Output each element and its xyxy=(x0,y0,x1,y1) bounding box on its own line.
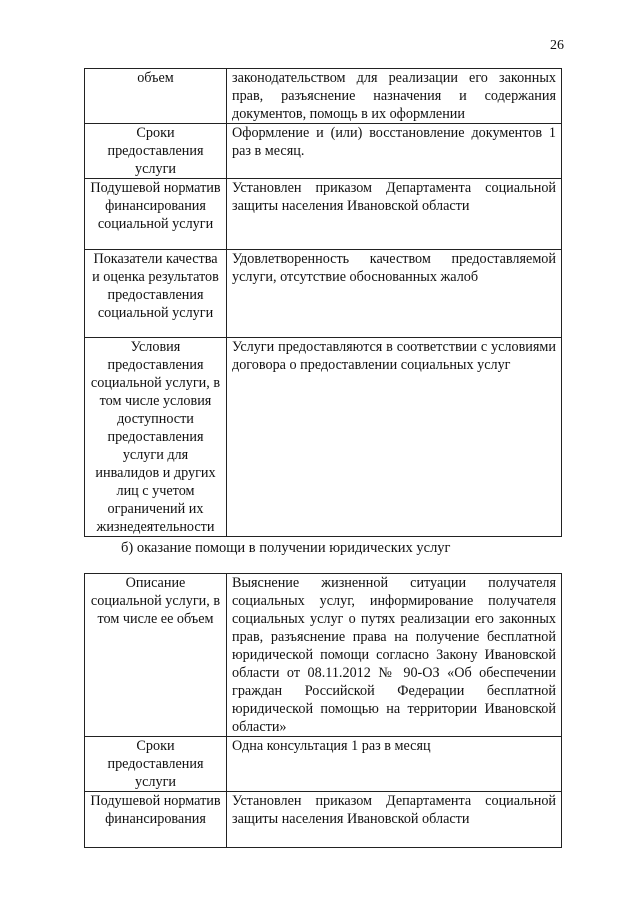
row-value: Выяснение жизненной ситуации получателя социальных услуг, информирование получателя социальных услуг о путях реализации его законных прав, разъяснение права на получение бесплатной юридической помощи согласно Закону Ивановской области от 08.11.2012 № 90-ОЗ «Об обеспечении граждан Российской Федерации бесплатной юридической помощью на территории Ивановской области» xyxy=(227,574,562,737)
table-row xyxy=(85,124,562,179)
row-label: Описание социальной услуги, в том числе ее объем xyxy=(85,574,227,737)
services-table-1 xyxy=(84,68,562,537)
row-label: Условия предоставления социальной услуги, в том числе условия доступности предоставления услуги для инвалидов и других лиц с учетом ограничений их жизнедеятельности xyxy=(85,338,227,537)
table-row xyxy=(85,792,562,848)
row-value: Установлен приказом Департамента социальной защиты населения Ивановской области xyxy=(227,792,562,848)
table-row xyxy=(85,250,562,338)
row-label: Сроки предоставления услуги xyxy=(85,737,227,792)
row-label: Сроки предоставления услуги xyxy=(85,124,227,179)
table-row xyxy=(85,737,562,792)
table-row xyxy=(85,574,562,737)
row-value: Одна консультация 1 раз в месяц xyxy=(227,737,562,792)
row-label: Подушевой норматив финансирования социальной услуги xyxy=(85,179,227,250)
section-caption: б) оказание помощи в получении юридических услуг xyxy=(121,540,451,556)
table-row xyxy=(85,179,562,250)
row-value: Услуги предоставляются в соответствии с условиями договора о предоставлении социальных услуг xyxy=(227,338,562,537)
row-value: Оформление и (или) восстановление документов 1 раз в месяц. xyxy=(227,124,562,179)
row-value: Удовлетворенность качеством предоставляемой услуги, отсутствие обоснованных жалоб xyxy=(227,250,562,338)
table-row xyxy=(85,338,562,537)
row-label: объем xyxy=(85,69,227,124)
services-table-2 xyxy=(84,573,562,848)
table-row xyxy=(85,69,562,124)
row-value: Установлен приказом Департамента социальной защиты населения Ивановской области xyxy=(227,179,562,250)
row-label: Подушевой норматив финансирования xyxy=(85,792,227,848)
row-label: Показатели качества и оценка результатов предоставления социальной услуги xyxy=(85,250,227,338)
page-number: 26 xyxy=(550,38,564,53)
row-value: законодательством для реализации его законных прав, разъяснение назначения и содержания документов, помощь в их оформлении xyxy=(227,69,562,124)
